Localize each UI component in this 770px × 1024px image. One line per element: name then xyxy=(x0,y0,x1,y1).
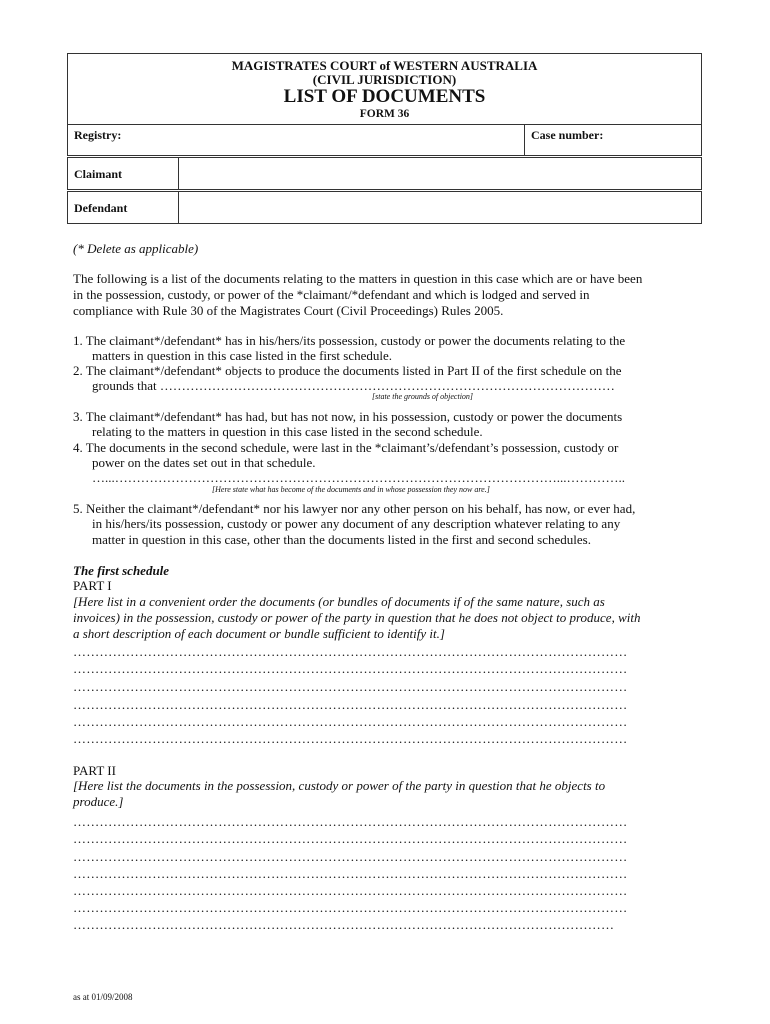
case-number-label: Case number: xyxy=(531,128,604,142)
part2-entry-line[interactable]: ……………………………………………………………………………………………………………… xyxy=(73,866,628,881)
part1-entry-line[interactable]: ……………………………………………………………………………………………………………… xyxy=(73,661,628,676)
registry-label: Registry: xyxy=(74,128,122,142)
item-3-cont: relating to the matters in question in this case listed in the second schedule. xyxy=(92,424,483,439)
defendant-field[interactable] xyxy=(67,191,702,224)
item-4: 4. The documents in the second schedule, were last in the *claimant’s/defendant’s possession, custody or xyxy=(73,440,619,455)
item-3: 3. The claimant*/defendant* has had, but has not now, in his possession, custody or power the documents xyxy=(73,409,623,424)
jurisdiction: (CIVIL JURISDICTION) xyxy=(312,72,457,87)
objection-note: [state the grounds of objection] xyxy=(372,392,474,401)
schedule-heading: The first schedule xyxy=(73,563,170,578)
defendant-divider xyxy=(178,192,179,223)
item-4-dots: …...…………………………………………………………………………………………...………….. xyxy=(92,470,625,485)
intro-line: compliance with Rule 30 of the Magistrates Court (Civil Proceedings) Rules 2005. xyxy=(73,303,504,318)
part1-instruction: [Here list in a convenient order the documents (or bundles of documents if of the same nature, such as xyxy=(73,594,605,609)
form-header-box xyxy=(67,53,702,156)
court-name: MAGISTRATES COURT of WESTERN AUSTRALIA xyxy=(231,58,538,73)
part2-title: PART II xyxy=(73,763,116,778)
form-number: FORM 36 xyxy=(359,108,410,120)
part2-entry-line[interactable]: …………………………………………………………………………………………………………… xyxy=(73,917,615,932)
item-2-cont: grounds that …………………………………………………………………………………………… xyxy=(92,378,615,393)
item-5: 5. Neither the claimant*/defendant* nor his lawyer nor any other person on his behalf, has now, or ever had, xyxy=(73,501,636,516)
intro-line: in the possession, custody, or power of the *claimant/*defendant and which is lodged and served in xyxy=(73,287,590,302)
header-divider xyxy=(68,124,701,125)
part1-entry-line[interactable]: ……………………………………………………………………………………………………………… xyxy=(73,714,628,729)
part1-entry-line[interactable]: ……………………………………………………………………………………………………………… xyxy=(73,679,628,694)
claimant-field[interactable] xyxy=(67,157,702,190)
part2-instruction: produce.] xyxy=(73,794,124,809)
part1-entry-line[interactable]: ……………………………………………………………………………………………………………… xyxy=(73,644,628,659)
part2-entry-line[interactable]: ……………………………………………………………………………………………………………… xyxy=(73,849,628,864)
item-2: 2. The claimant*/defendant* objects to produce the documents listed in Part II of the first schedule on the xyxy=(73,363,622,378)
item-4-cont: power on the dates set out in that schedule. xyxy=(92,455,316,470)
part1-title: PART I xyxy=(73,578,112,593)
part2-entry-line[interactable]: ……………………………………………………………………………………………………………… xyxy=(73,831,628,846)
item-5-cont: in his/hers/its possession, custody or power any document of any description whatever relating to any xyxy=(92,516,621,531)
part1-instruction: a short description of each document or bundle sufficient to identify it.] xyxy=(73,626,445,641)
footer-date: as at 01/09/2008 xyxy=(73,992,133,1002)
part2-instruction: [Here list the documents in the possession, custody or power of the party in question that he objects to xyxy=(73,778,606,793)
delete-note: (* Delete as applicable) xyxy=(73,241,199,256)
claimant-divider xyxy=(178,158,179,189)
part2-entry-line[interactable]: ……………………………………………………………………………………………………………… xyxy=(73,814,628,829)
part1-entry-line[interactable]: ……………………………………………………………………………………………………………… xyxy=(73,731,628,746)
part1-instruction: invoices) in the possession, custody or power of the party in question that he does not object to produce, with xyxy=(73,610,641,625)
page-title: LIST OF DOCUMENTS xyxy=(283,86,486,107)
intro-line: The following is a list of the documents relating to the matters in question in this case which are or have been xyxy=(73,271,643,286)
claimant-label: Claimant xyxy=(74,167,122,181)
part2-entry-line[interactable]: ……………………………………………………………………………………………………………… xyxy=(73,883,628,898)
header-vertical-divider xyxy=(524,124,525,155)
defendant-label: Defendant xyxy=(74,201,128,215)
part2-entry-line[interactable]: ……………………………………………………………………………………………………………… xyxy=(73,900,628,915)
item-1: 1. The claimant*/defendant* has in his/hers/its possession, custody or power the documents relating to the xyxy=(73,333,626,348)
item-1-cont: matters in question in this case listed in the first schedule. xyxy=(92,348,393,363)
part1-entry-line[interactable]: ……………………………………………………………………………………………………………… xyxy=(73,697,628,712)
possession-note: [Here state what has become of the documents and in whose possession they now are.] xyxy=(212,485,490,494)
item-5-cont: matter in question in this case, other than the documents listed in the first and second schedules. xyxy=(92,532,591,547)
